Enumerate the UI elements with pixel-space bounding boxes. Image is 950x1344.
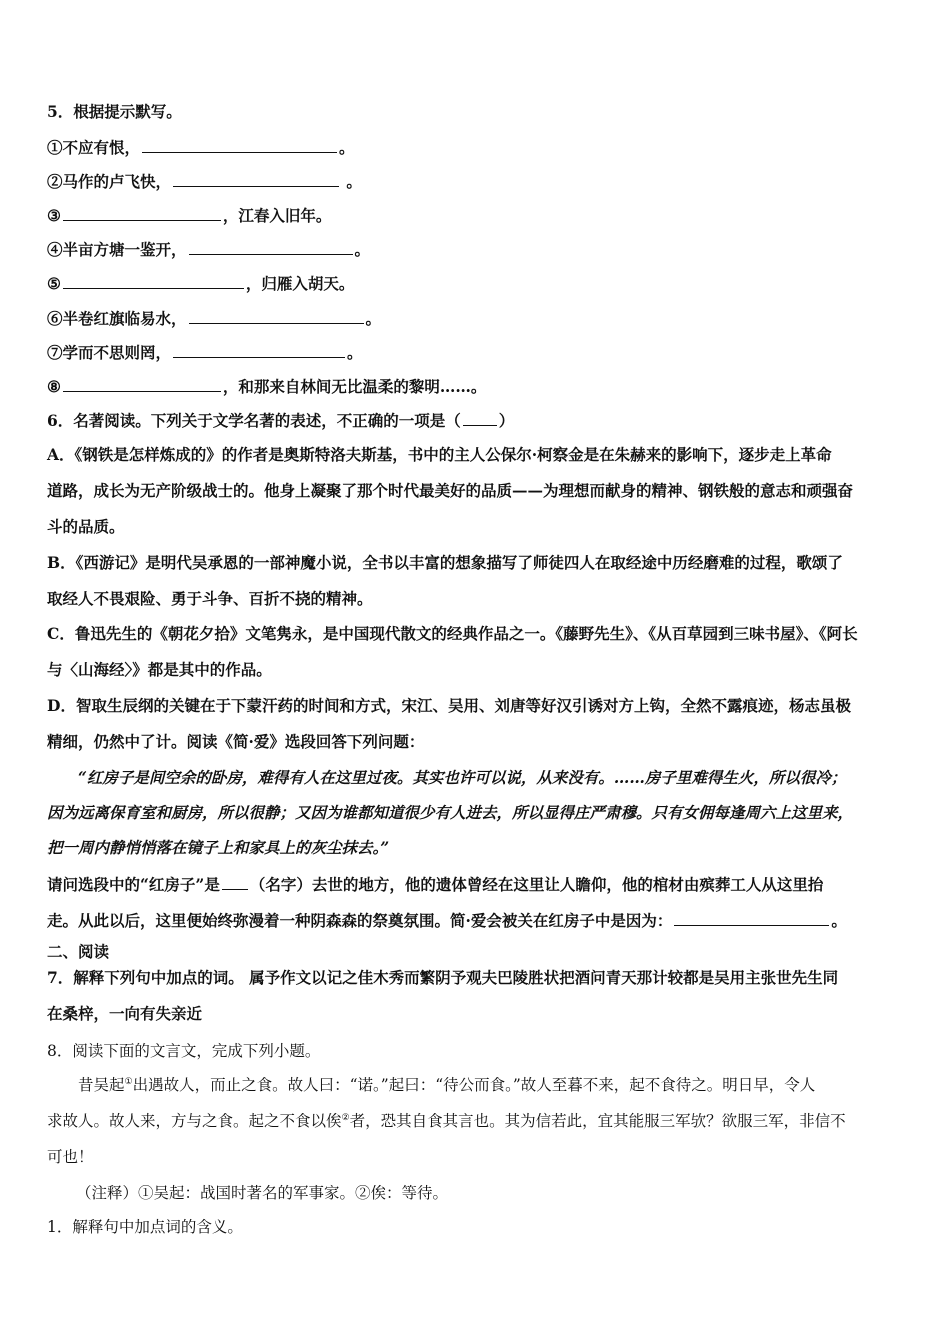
q7-line-2: 在桑梓，一向有失亲近 [47, 1004, 203, 1023]
answer-blank[interactable] [142, 137, 337, 153]
q5-item-3 [47, 205, 907, 226]
q5-item-1-end: 。 [339, 138, 355, 157]
answer-blank[interactable] [63, 205, 221, 221]
q8-annotation: （注释）①吴起：战国时著名的军事家。②俟：等待。 [76, 1184, 449, 1202]
answer-blank[interactable] [674, 910, 829, 926]
q8-passage-1a: 昔吴起 [78, 1076, 125, 1094]
q6-option-b-line-2: 取经人不畏艰险、勇于斗争、百折不挠的精神。 [47, 589, 373, 608]
q5-item-2 [47, 171, 907, 192]
q6-option-c-line-2: 与〈山海经〉》都是其中的作品。 [47, 660, 272, 679]
footnote-marker: ② [341, 1112, 350, 1123]
answer-blank[interactable] [173, 342, 345, 358]
q8-passage-line-1 [78, 1075, 908, 1095]
q5-item-7-end: 。 [347, 343, 363, 362]
q5-item-8-end: ，和那来自林间无比温柔的黎明……。 [222, 377, 487, 396]
answer-blank[interactable] [189, 308, 364, 324]
q5-item-2-end: 。 [341, 172, 362, 191]
q6-ask-line-2 [47, 910, 907, 931]
q5-item-8-prompt: ⑧ [47, 377, 61, 396]
q8-passage-2b: 者，恐其自食其言也。其为信若此，宜其能服三军欤？欲服三军，非信不 [349, 1112, 846, 1130]
q6-title-text: 6．名著阅读。下列关于文学名著的表述，不正确的一项是（ [47, 411, 461, 430]
q5-item-8 [47, 376, 907, 397]
q5-item-5-end: ，归雁入胡天。 [245, 274, 355, 293]
q5-item-4-prompt: ④半亩方塘一鉴开， [47, 240, 187, 259]
q5-item-3-end: ，江春入旧年。 [222, 206, 332, 225]
q6-ask-2-end: 。 [831, 911, 847, 930]
q8-subquestion-1: 1．解释句中加点词的含义。 [47, 1218, 243, 1236]
q6-ask-1-rest: （名字）去世的地方，他的遗体曾经在这里让人瞻仰，他的棺材由殡葬工人从这里抬 [249, 875, 824, 894]
q6-title-close: ） [498, 411, 515, 430]
q5-title: 5．根据提示默写。 [47, 102, 182, 121]
q5-item-6 [47, 308, 907, 329]
q8-passage-1b: 出遇故人，而止之食。故人曰：“诺。”起曰：“待公而食。”故人至暮不来，起不食待之。明日早，令人 [132, 1076, 816, 1094]
q6-option-d-line-1: D．智取生辰纲的关键在于下蒙汗药的时间和方式，宋江、吴用、刘唐等好汉引诱对方上钩，全然不露痕迹，杨志虽极 [47, 696, 851, 715]
q8-passage-2a: 求故人。故人来，方与之食。起之不食以俟 [47, 1112, 342, 1130]
q5-item-7-prompt: ⑦学而不思则罔， [47, 343, 172, 362]
q6-quote-line-3: 把一周内静悄悄落在镜子上和家具上的灰尘抹去。” [47, 838, 390, 857]
q5-item-7 [47, 342, 907, 363]
q6-ask-line-1 [47, 874, 907, 895]
q6-option-c-line-1: C．鲁迅先生的《朝花夕拾》文笔隽永，是中国现代散文的经典作品之一。《藤野先生》、《从百草园到三味书屋》、《阿长 [47, 624, 858, 643]
q6-ask-1-text: 请问选段中的“红房子”是 [47, 875, 220, 894]
q5-item-4 [47, 239, 907, 260]
q7-line-1: 7．解释下列句中加点的词。 属予作文以记之佳木秀而繁阴予观夫巴陵胜状把酒问青天那计较都是吴用主张世先生同 [47, 968, 839, 987]
answer-blank[interactable] [463, 410, 497, 426]
q5-item-2-prompt: ②马作的卢飞快， [47, 172, 172, 191]
q6-quote-line-1: “红房子是间空余的卧房，难得有人在这里过夜。其实也许可以说，从来没有。……房子里难得生火，所以很冷； [78, 768, 847, 787]
answer-blank[interactable] [189, 239, 353, 255]
q5-item-1 [47, 137, 907, 158]
q8-passage-line-2 [47, 1111, 907, 1131]
q5-item-5 [47, 273, 907, 294]
q8-title: 8．阅读下面的文言文，完成下列小题。 [47, 1042, 321, 1060]
q5-item-3-prompt: ③ [47, 206, 61, 225]
q5-item-6-end: 。 [365, 309, 382, 328]
answer-blank[interactable] [173, 171, 339, 187]
answer-blank[interactable] [63, 273, 244, 289]
q6-option-d-line-2: 精细，仍然中了计。阅读《简·爱》选段回答下列问题： [47, 732, 425, 751]
section-heading-reading: 二、阅读 [47, 942, 110, 961]
q6-option-a-line-3: 斗的品质。 [47, 517, 125, 536]
footnote-marker: ① [124, 1076, 133, 1087]
q6-option-b-line-1: B．《西游记》是明代吴承恩的一部神魔小说，全书以丰富的想象描写了师徒四人在取经途中历经磨难的过程，歌颂了 [47, 553, 843, 572]
q5-item-1-prompt: ①不应有恨， [47, 138, 141, 157]
q8-passage-line-3: 可也！ [47, 1148, 94, 1166]
q5-item-4-end: 。 [354, 240, 371, 259]
q6-title [47, 410, 907, 431]
q5-item-5-prompt: ⑤ [47, 274, 61, 293]
q6-option-a-line-1: A．《钢铁是怎样炼成的》的作者是奥斯特洛夫斯基，书中的主人公保尔·柯察金是在朱赫来的影响下，逐步走上革命 [47, 445, 832, 464]
q6-quote-line-2: 因为远离保育室和厨房，所以很静；又因为谁都知道很少有人进去，所以显得庄严肃穆。只有女佣每逢周六上这里来， [47, 803, 854, 822]
answer-blank[interactable] [222, 874, 248, 890]
q6-option-a-line-2: 道路，成长为无产阶级战士的。他身上凝聚了那个时代最美好的品质——为理想而献身的精神、钢铁般的意志和顽强奋 [47, 481, 854, 500]
q6-ask-2-text: 走。从此以后，这里便始终弥漫着一种阴森森的祭奠氛围。简·爱会被关在红房子中是因为： [47, 911, 673, 930]
answer-blank[interactable] [63, 376, 221, 392]
q5-item-6-prompt: ⑥半卷红旗临易水， [47, 309, 187, 328]
